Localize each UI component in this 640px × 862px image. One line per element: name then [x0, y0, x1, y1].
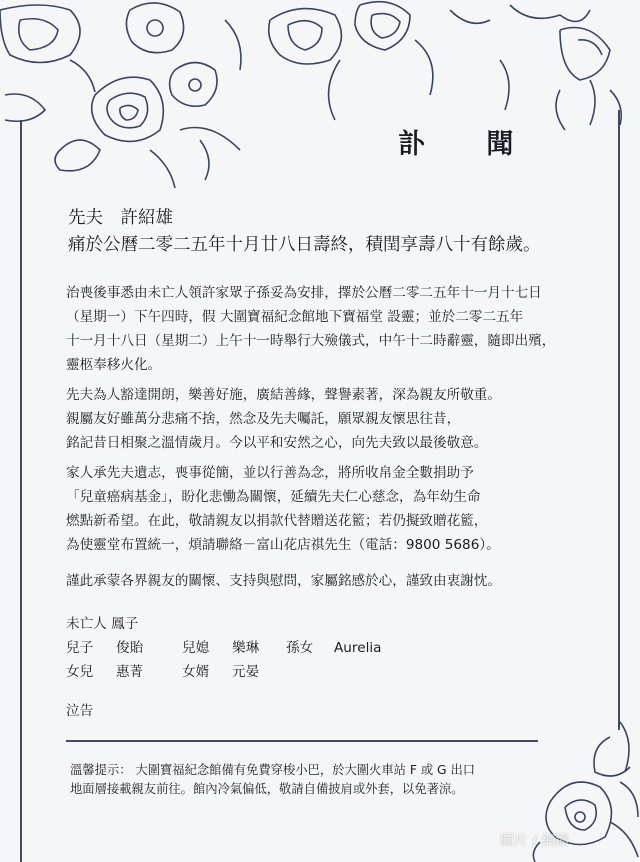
right-frame-line — [618, 110, 620, 730]
son-name: 俊貽 — [116, 640, 144, 656]
granddaughter-name: Aurelia — [334, 640, 382, 656]
closing-signature: 泣告 — [66, 703, 94, 719]
floral-top-right-icon — [260, 0, 640, 140]
paragraph-line: （星期一）下午四時，假 大圍寶福紀念館地下寶福堂 設靈；並於二零二五年 — [66, 309, 524, 325]
paragraph-line: 治喪後事悉由未亡人領許家眾子孫妥為安排，擇於公曆二零二五年十一月十七日 — [66, 285, 542, 301]
son-label: 兒子 — [66, 640, 94, 656]
paragraph-line: 「兒童癌病基金」，盼化悲慟為關懷，延續先夫仁心慈念，為年幼生命 — [66, 489, 481, 505]
son-in-law-label: 女婿 — [182, 664, 210, 680]
paragraph-line: 靈柩奉移火化。 — [66, 357, 162, 373]
paragraph-line: 為使靈堂布置統一，煩請聯絡－富山花店祺先生（電話：9800 5686）。 — [66, 537, 500, 553]
source-watermark: 圖片 / 網絡 — [500, 833, 570, 849]
paragraph-line: 燃點新希望。在此，敬請親友以捐款代替贈送花籃；若仍擬致贈花籃， — [66, 513, 488, 529]
page-title: 訃 聞 — [398, 129, 540, 160]
paragraph-line: 先夫為人豁達開朗，樂善好施，廣結善緣，聲譽素著，深為親友所敬重。 — [66, 387, 501, 403]
paragraph-line: 銘記昔日相聚之溫情歲月。今以平和安然之心，向先夫致以最後敬意。 — [66, 435, 488, 451]
paragraph-line: 十一月十八日（星期二）上午十一時舉行大殮儀式，中午十二時辭靈，隨即出殯， — [66, 333, 556, 349]
note-line: 溫馨提示： 大圍寶福紀念館備有免費穿梭小巴，於大圍火車站 F 或 G 出口 — [70, 763, 476, 777]
thanks-paragraph — [66, 569, 606, 593]
footer-divider — [66, 740, 538, 742]
passing-statement: 痛於公曆二零二五年十月廿八日壽終，積閏享壽八十有餘歲。 — [68, 235, 541, 255]
daughter-name: 惠菁 — [116, 664, 144, 680]
paragraph-line: 親屬友好雖萬分悲痛不捨，然念及先夫囑託，願眾親友懷思往昔， — [66, 411, 461, 427]
left-frame-line — [20, 120, 22, 862]
funeral-arrangements-paragraph — [66, 281, 606, 377]
reminder-note — [70, 761, 475, 799]
daughter-in-law-name: 樂琳 — [232, 640, 260, 656]
paragraph-line: 家人承先夫遺志，喪事從簡，並以行善為念，將所收帛金全數捐助予 — [66, 465, 474, 481]
deceased-name: 先夫 許紹雄 — [68, 208, 173, 228]
note-line: 地面層接載親友前往。館內冷氣偏低，敬請自備披肩或外套，以免著涼。 — [70, 782, 464, 796]
granddaughter-label: 孫女 — [286, 640, 314, 656]
daughter-label: 女兒 — [66, 664, 94, 680]
floral-top-left-icon — [0, 0, 260, 190]
paragraph-line: 謹此承蒙各界親友的關懷、支持與慰問，家屬銘感於心，謹致由衷謝忱。 — [66, 573, 501, 589]
donation-paragraph — [66, 461, 606, 557]
daughter-in-law-label: 兒媳 — [182, 640, 210, 656]
son-in-law-name: 元晏 — [232, 664, 260, 680]
widow-name: 未亡人 鳳子 — [66, 616, 139, 632]
tribute-paragraph — [66, 383, 606, 455]
